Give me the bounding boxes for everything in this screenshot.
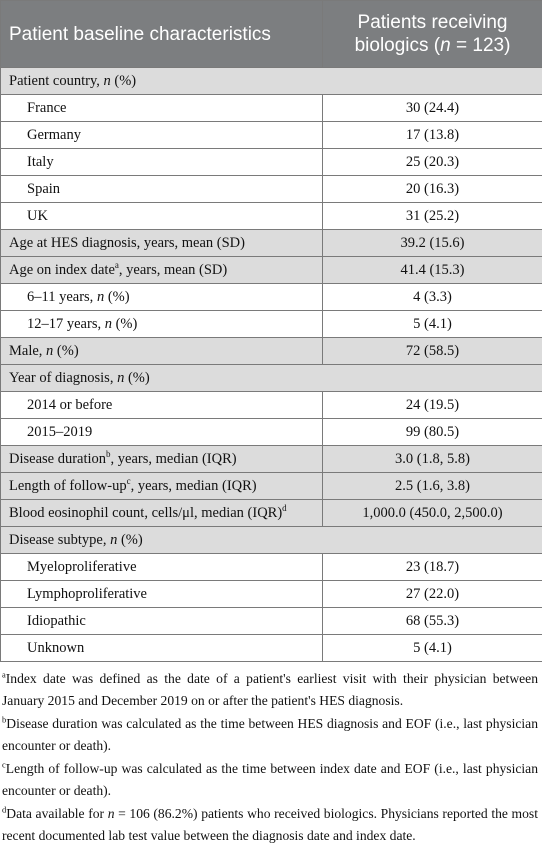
table-row-year-diagnosis-header bbox=[1, 365, 542, 392]
row-value: 23 (18.7) bbox=[323, 554, 542, 581]
row-value: 27 (22.0) bbox=[323, 581, 542, 608]
table-row-unknown bbox=[1, 635, 542, 662]
footnote-b: $^b$Disease duration was calculated as the time between HES diagnosis and EOF (i.e., last physician encounter or death). bbox=[2, 713, 538, 756]
table-row-uk bbox=[1, 203, 542, 230]
row-label: 2014 or before bbox=[1, 392, 323, 419]
header-characteristics bbox=[1, 1, 323, 68]
table-row-2014-or-before bbox=[1, 392, 542, 419]
row-value: 25 (20.3) bbox=[323, 149, 542, 176]
header-characteristics-label: Patient baseline characteristics bbox=[9, 24, 271, 45]
footnote-a: $^a$Index date was defined as the date of a patient's earliest visit with their physician between January 2015 and December 2019 on or after the patient's HES diagnosis. bbox=[2, 668, 538, 711]
table-row-germany bbox=[1, 122, 542, 149]
table-row-myeloproliferative bbox=[1, 554, 542, 581]
table-row-spain bbox=[1, 176, 542, 203]
table-header-row bbox=[1, 1, 542, 68]
row-label: Myeloproliferative bbox=[1, 554, 323, 581]
row-value: 39.2 (15.6) bbox=[323, 230, 542, 257]
row-label: Blood eosinophil count, cells/μl, median (IQR)$^d$ bbox=[1, 500, 323, 527]
table-row-country-header bbox=[1, 68, 542, 95]
row-value: 4 (3.3) bbox=[323, 284, 542, 311]
row-value: 5 (4.1) bbox=[323, 311, 542, 338]
row-label: Patient country, n (%) bbox=[1, 68, 542, 95]
row-label: Lymphoproliferative bbox=[1, 581, 323, 608]
row-value: 24 (19.5) bbox=[323, 392, 542, 419]
row-value: 5 (4.1) bbox=[323, 635, 542, 662]
row-value: 2.5 (1.6, 3.8) bbox=[323, 473, 542, 500]
row-label: Male, n (%) bbox=[1, 338, 323, 365]
row-value: 72 (58.5) bbox=[323, 338, 542, 365]
row-value: 41.4 (15.3) bbox=[323, 257, 542, 284]
table-row-follow-up bbox=[1, 473, 542, 500]
row-value: 99 (80.5) bbox=[323, 419, 542, 446]
row-label: Age on index date$^a$, years, mean (SD) bbox=[1, 257, 323, 284]
row-value: 20 (16.3) bbox=[323, 176, 542, 203]
header-col2-n: n bbox=[440, 35, 451, 56]
row-label: Age at HES diagnosis, years, mean (SD) bbox=[1, 230, 323, 257]
row-label: Year of diagnosis, n (%) bbox=[1, 365, 542, 392]
row-value: 68 (55.3) bbox=[323, 608, 542, 635]
row-label: Germany bbox=[1, 122, 323, 149]
row-value: 3.0 (1.8, 5.8) bbox=[323, 446, 542, 473]
table-row-age-6-11 bbox=[1, 284, 542, 311]
table-row-age-12-17 bbox=[1, 311, 542, 338]
row-label: Disease duration$^b$, years, median (IQR) bbox=[1, 446, 323, 473]
row-value: 31 (25.2) bbox=[323, 203, 542, 230]
header-col2-line1: Patients receiving bbox=[358, 12, 508, 33]
table-row-france bbox=[1, 95, 542, 122]
table-row-italy bbox=[1, 149, 542, 176]
header-patients-biologics bbox=[323, 1, 542, 68]
table-row-disease-duration bbox=[1, 446, 542, 473]
row-label: France bbox=[1, 95, 323, 122]
table-row-male bbox=[1, 338, 542, 365]
footnote-c: $^c$Length of follow-up was calculated as the time between index date and EOF (i.e., last physician encounter or death). bbox=[2, 758, 538, 801]
table-row-age-index bbox=[1, 257, 542, 284]
row-value: 30 (24.4) bbox=[323, 95, 542, 122]
table-footnotes bbox=[0, 662, 542, 846]
row-label: Italy bbox=[1, 149, 323, 176]
row-label: Length of follow-$up^c$, years, median (IQR) bbox=[1, 473, 323, 500]
row-label: Unknown bbox=[1, 635, 323, 662]
table-row-lymphoproliferative bbox=[1, 581, 542, 608]
row-label: 6–11 years, n (%) bbox=[1, 284, 323, 311]
row-label: Idiopathic bbox=[1, 608, 323, 635]
row-label: Disease subtype, n (%) bbox=[1, 527, 542, 554]
row-value: 17 (13.8) bbox=[323, 122, 542, 149]
table-row-subtype-header bbox=[1, 527, 542, 554]
table-row-2015-2019 bbox=[1, 419, 542, 446]
header-col2-line2-pre: biologics ( bbox=[355, 35, 441, 56]
row-label: UK bbox=[1, 203, 323, 230]
footnote-d: $^d$Data available for n = 106 (86.2%) patients who received biologics. Physicians reported the most recent documented lab test value between the diagnosis date and index date. bbox=[2, 803, 538, 846]
table-row-idiopathic bbox=[1, 608, 542, 635]
table-row-eosinophil bbox=[1, 500, 542, 527]
header-col2-line2-post: = 123) bbox=[451, 35, 511, 56]
row-label: 2015–2019 bbox=[1, 419, 323, 446]
table-row-age-hes bbox=[1, 230, 542, 257]
row-label: Spain bbox=[1, 176, 323, 203]
row-value: 1,000.0 (450.0, 2,500.0) bbox=[323, 500, 542, 527]
row-label: 12–17 years, n (%) bbox=[1, 311, 323, 338]
